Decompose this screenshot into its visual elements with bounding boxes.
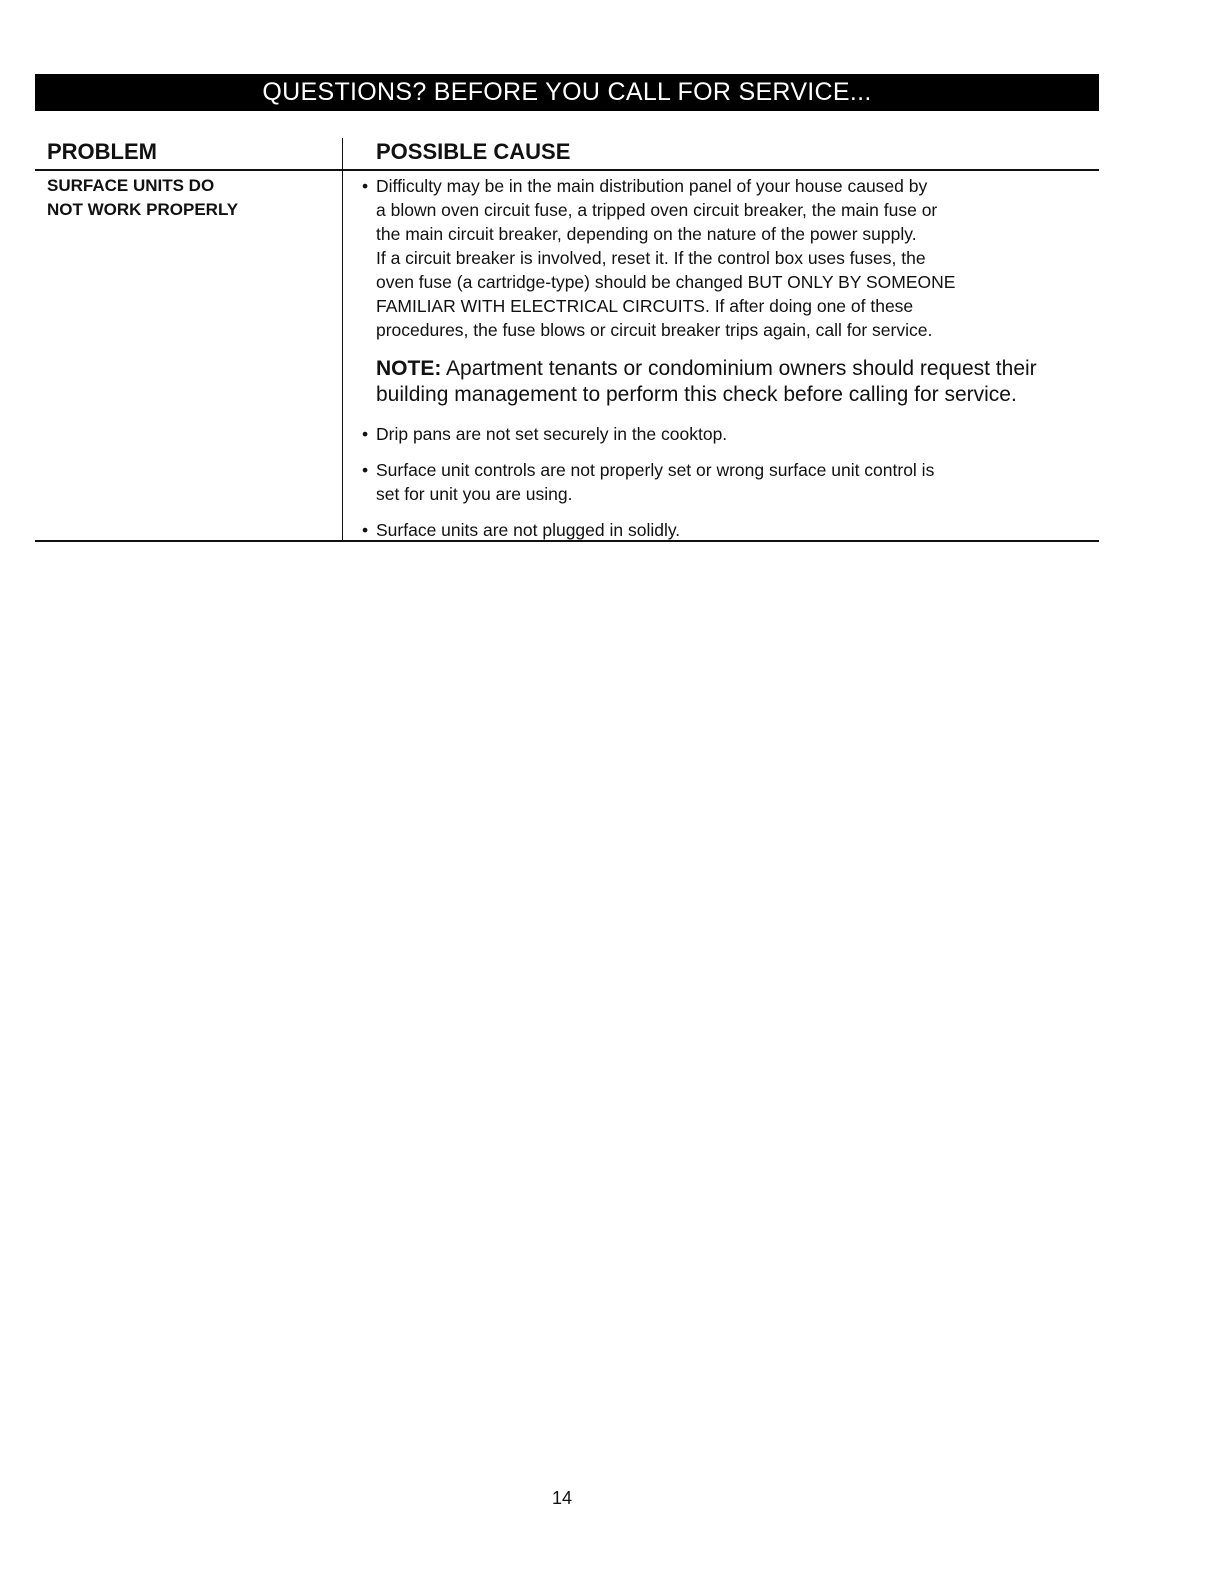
cause-line: a blown oven circuit fuse, a tripped oven circuit breaker, the main fuse or bbox=[376, 200, 938, 220]
cause-line: If a circuit breaker is involved, reset it. If the control box uses fuses, the bbox=[376, 248, 926, 268]
cause-column-header: POSSIBLE CAUSE bbox=[376, 139, 571, 164]
possible-cause-list bbox=[362, 174, 1082, 542]
cause-line: set for unit you are using. bbox=[376, 484, 573, 504]
problem-description bbox=[47, 174, 307, 222]
header-divider bbox=[35, 169, 1099, 171]
note-text: Apartment tenants or condominium owners should request their bbox=[446, 357, 1037, 380]
cause-item bbox=[362, 518, 1082, 542]
cause-line: oven fuse (a cartridge-type) should be changed BUT ONLY BY SOMEONE bbox=[376, 272, 956, 292]
cause-line: Surface units are not plugged in solidly. bbox=[376, 520, 681, 540]
cause-line: Surface unit controls are not properly set or wrong surface unit control is bbox=[376, 460, 935, 480]
note-text: building management to perform this check before calling for service. bbox=[376, 383, 1017, 406]
note-label: NOTE: bbox=[376, 357, 442, 380]
cause-line: Drip pans are not set securely in the cooktop. bbox=[376, 424, 728, 444]
cause-line: Difficulty may be in the main distribution panel of your house caused by bbox=[376, 176, 928, 196]
column-divider bbox=[342, 138, 343, 540]
cause-item bbox=[362, 422, 1082, 446]
cause-item bbox=[362, 458, 1082, 506]
bullet-point: • bbox=[362, 460, 369, 480]
bullet-point: • bbox=[362, 520, 369, 540]
problem-column-header: PROBLEM bbox=[47, 139, 157, 164]
page-banner: QUESTIONS? BEFORE YOU CALL FOR SERVICE... bbox=[35, 74, 1099, 111]
cause-line: procedures, the fuse blows or circuit breaker trips again, call for service. bbox=[376, 320, 933, 340]
cause-line: FAMILIAR WITH ELECTRICAL CIRCUITS. If after doing one of these bbox=[376, 296, 914, 316]
problem-line: SURFACE UNITS DO bbox=[47, 176, 215, 195]
page-number: 14 bbox=[551, 1488, 573, 1508]
bullet-point: • bbox=[362, 176, 369, 196]
bullet-point: • bbox=[362, 424, 369, 444]
problem-line: NOT WORK PROPERLY bbox=[47, 200, 239, 219]
note-first-line bbox=[376, 356, 1082, 382]
cause-item bbox=[362, 174, 1082, 342]
cause-line: the main circuit breaker, depending on the nature of the power supply. bbox=[376, 224, 917, 244]
apartment-note bbox=[362, 356, 1082, 408]
